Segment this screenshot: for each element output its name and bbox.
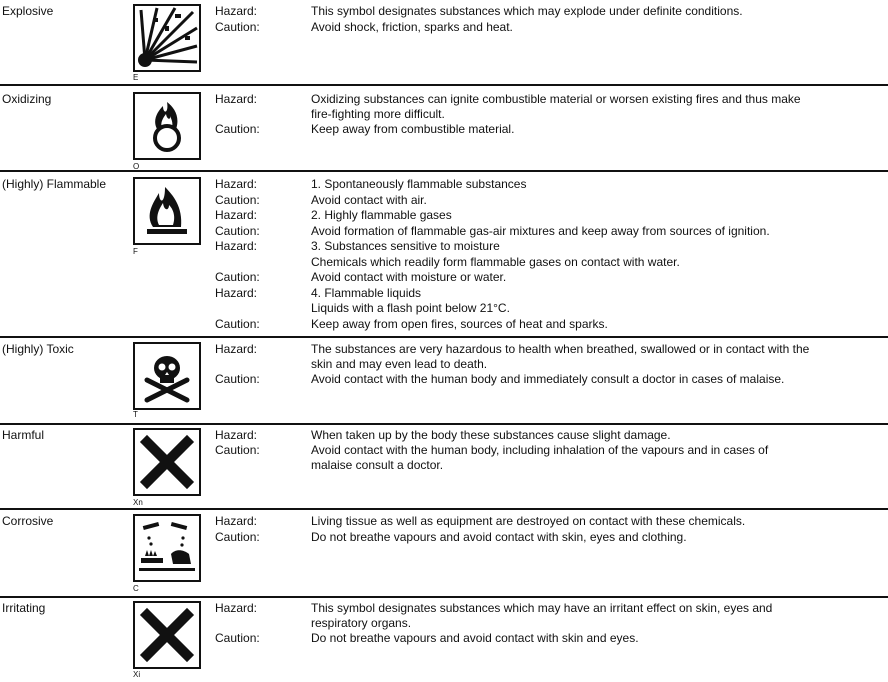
hazard-text: 1. Spontaneously flammable substances bbox=[311, 177, 527, 191]
caution-label: Caution: bbox=[215, 443, 260, 457]
symbol-code: F bbox=[133, 247, 138, 256]
hazard-label: Hazard: bbox=[215, 285, 258, 300]
hazard-label: Hazard: bbox=[215, 514, 258, 528]
caution-label: Caution: bbox=[215, 223, 260, 238]
hazard-text: This symbol designates substances which may explode under definite conditions. bbox=[311, 4, 743, 18]
caution-text: Avoid formation of flammable gas-air mixtures and keep away from sources of ignition. bbox=[311, 223, 770, 238]
hazard-label: Hazard: bbox=[215, 601, 258, 615]
hazard-label: Hazard: bbox=[215, 177, 258, 191]
caution-text: Avoid shock, friction, sparks and heat. bbox=[311, 19, 513, 34]
caution-text: Keep away from open fires, sources of heat and sparks. bbox=[311, 316, 608, 331]
caution-label: Caution: bbox=[215, 270, 260, 284]
caution-label: Caution: bbox=[215, 529, 260, 544]
caution-label: Caution: bbox=[215, 192, 260, 207]
caution-text: Avoid contact with the human body, including inhalation of the vapours and in cases of bbox=[311, 443, 769, 457]
symbol-code: O bbox=[133, 162, 140, 171]
hazard-text: Living tissue as well as equipment are destroyed on contact with these chemicals. bbox=[311, 514, 746, 528]
caution-text: Do not breathe vapours and avoid contact with skin and eyes. bbox=[311, 631, 639, 645]
hazard-text-continued: skin and may even lead to death. bbox=[311, 357, 488, 371]
explosion-symbol-icon bbox=[133, 4, 201, 72]
hazard-name: Irritating bbox=[2, 601, 46, 615]
hazard-label: Hazard: bbox=[215, 239, 258, 253]
section-divider bbox=[0, 508, 888, 510]
corrosion-symbol-icon bbox=[133, 514, 201, 582]
symbol-code: Xi bbox=[133, 670, 141, 679]
hazard-text-continued: respiratory organs. bbox=[311, 616, 412, 630]
hazard-label: Hazard: bbox=[215, 342, 258, 356]
flame-over-circle-icon bbox=[133, 92, 201, 160]
symbol-code: Xn bbox=[133, 498, 143, 507]
hazard-label: Hazard: bbox=[215, 428, 258, 442]
section-divider bbox=[0, 596, 888, 598]
caution-text-continued: malaise consult a doctor. bbox=[311, 458, 444, 472]
hazard-text: This symbol designates substances which may have an irritant effect on skin, eyes and bbox=[311, 601, 773, 615]
caution-label: Caution: bbox=[215, 316, 260, 331]
caution-text: Do not breathe vapours and avoid contact with skin, eyes and clothing. bbox=[311, 529, 687, 544]
hazard-text: When taken up by the body these substances cause slight damage. bbox=[311, 428, 671, 442]
hazard-text-continued: fire-fighting more difficult. bbox=[311, 107, 445, 121]
hazard-label: Hazard: bbox=[215, 92, 258, 106]
hazard-text: 2. Highly flammable gases bbox=[311, 208, 452, 222]
caution-text: Avoid contact with moisture or water. bbox=[311, 270, 507, 284]
hazard-text-continued: Liquids with a flash point below 21°C. bbox=[311, 301, 510, 315]
hazard-name: Oxidizing bbox=[2, 92, 52, 106]
section-divider bbox=[0, 423, 888, 425]
symbol-code: E bbox=[133, 73, 139, 82]
hazard-name: Explosive bbox=[2, 4, 54, 18]
symbol-code: T bbox=[133, 410, 138, 419]
saltire-cross-icon bbox=[133, 601, 201, 669]
symbol-code: C bbox=[133, 584, 139, 593]
skull-crossbones-icon bbox=[133, 342, 201, 410]
section-divider bbox=[0, 84, 888, 86]
hazard-label: Hazard: bbox=[215, 4, 258, 18]
caution-label: Caution: bbox=[215, 372, 260, 386]
flame-icon bbox=[133, 177, 201, 245]
hazard-text: Oxidizing substances can ignite combustible material or worsen existing fires and thus make bbox=[311, 92, 801, 106]
hazard-name: (Highly) Toxic bbox=[2, 342, 74, 356]
hazard-name: (Highly) Flammable bbox=[2, 177, 107, 191]
caution-text: Avoid contact with the human body and immediately consult a doctor in cases of malaise. bbox=[311, 372, 785, 386]
caution-label: Caution: bbox=[215, 122, 260, 136]
hazard-name: Corrosive bbox=[2, 514, 54, 528]
hazard-text: The substances are very hazardous to health when breathed, swallowed or in contact with the bbox=[311, 342, 810, 356]
section-divider bbox=[0, 336, 888, 338]
saltire-cross-icon bbox=[133, 428, 201, 496]
hazard-text: 3. Substances sensitive to moisture bbox=[311, 239, 500, 253]
hazard-text: 4. Flammable liquids bbox=[311, 285, 422, 300]
hazard-name: Harmful bbox=[2, 428, 45, 442]
caution-label: Caution: bbox=[215, 631, 260, 645]
caution-text: Keep away from combustible material. bbox=[311, 122, 515, 136]
hazard-text-continued: Chemicals which readily form flammable gases on contact with water. bbox=[311, 254, 680, 269]
caution-label: Caution: bbox=[215, 19, 260, 34]
caution-text: Avoid contact with air. bbox=[311, 192, 427, 207]
hazard-label: Hazard: bbox=[215, 208, 258, 222]
